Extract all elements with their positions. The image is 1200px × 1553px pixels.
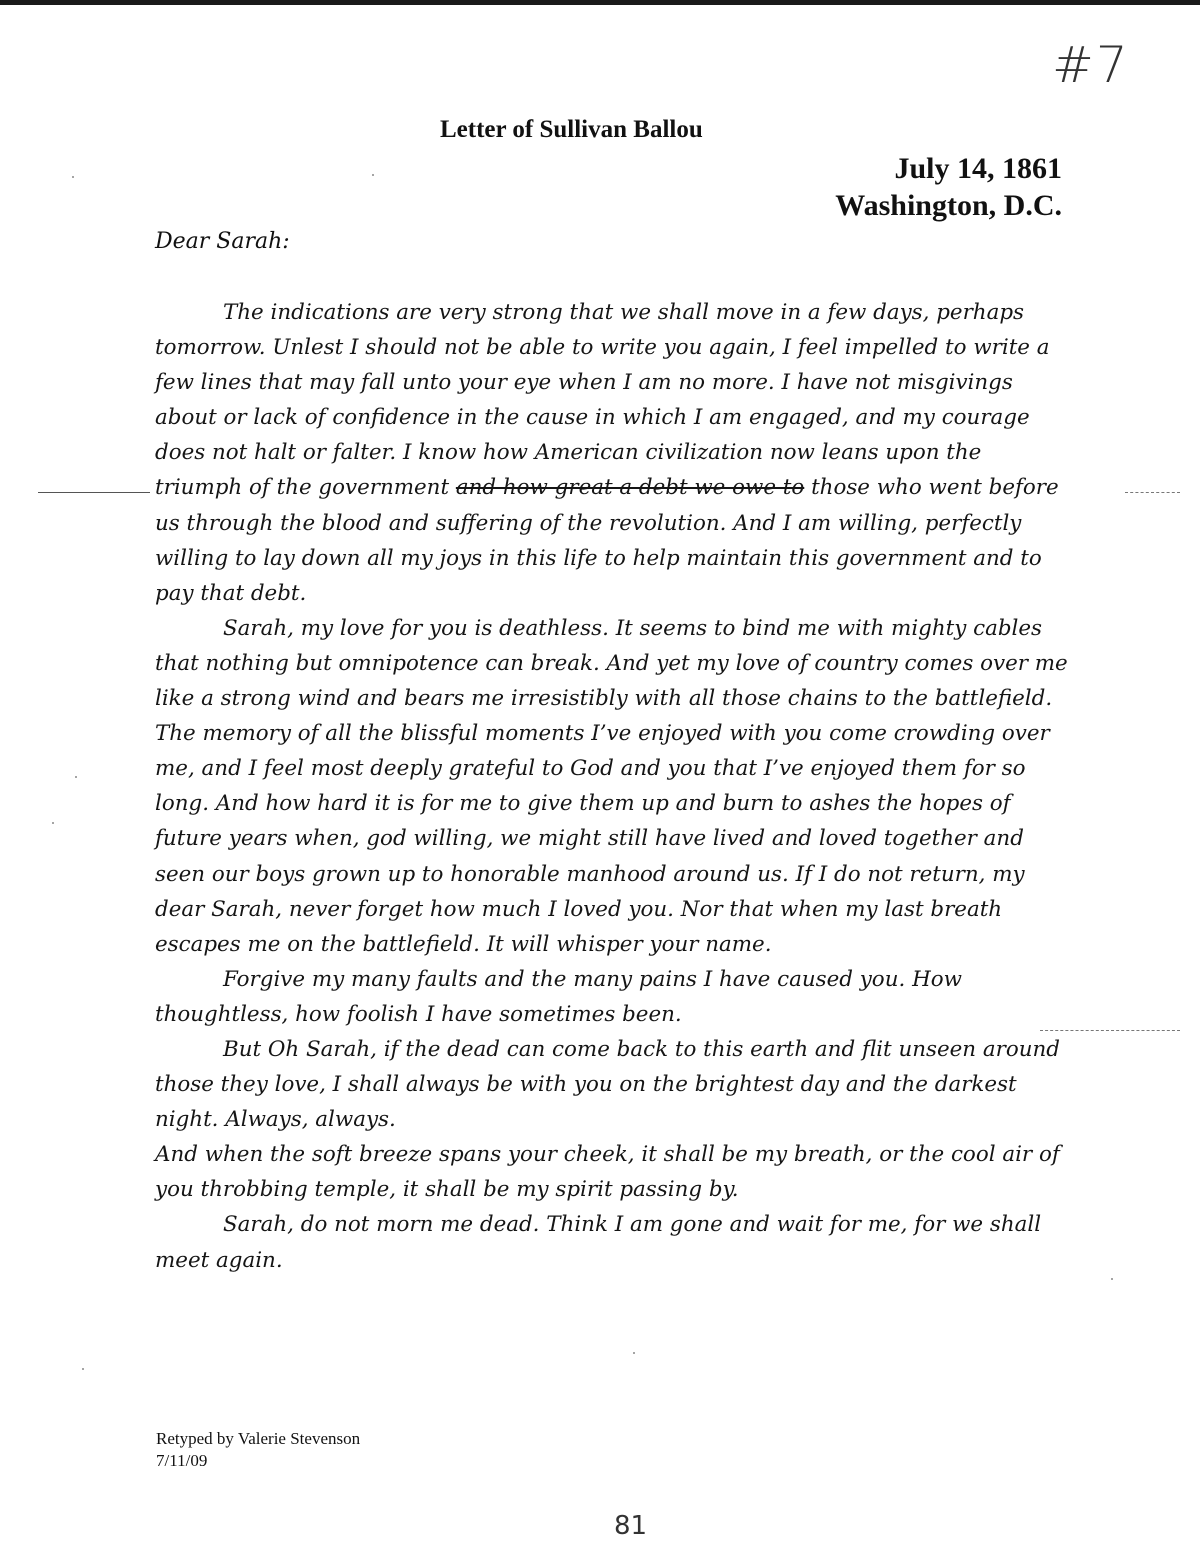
letter-body [155,295,1070,1278]
letter-date: July 14, 1861 [894,152,1062,185]
scan-top-border [0,0,1200,5]
scan-speck [52,822,54,824]
scan-speck [75,776,77,778]
page-number: 81 [614,1511,648,1541]
corner-mark: #7 [1052,36,1130,94]
struck-text: and how great a debt we owe to [455,475,805,501]
retyped-date: 7/11/09 [156,1451,208,1470]
footer [156,1428,360,1472]
scan-speck [72,176,74,178]
paragraph-5: And when the soft breeze spans your cheek, it shall be my breath, or the cool air of you throbbing temple, it shall be my spirit passing by. [155,1142,1060,1203]
paragraph-2: Sarah, my love for you is deathless. It seems to bind me with mighty cables that nothing but omnipotence can break. And yet my love of country comes over me like a strong wind and bears me irresistibly with all those chains to the battlefield. The memory of all the blissful moments I’ve enjoyed with you come crowding over me, and I feel most deeply grateful to God and you that I’ve enjoyed them for so long. And how hard it is for me to give them up and burn to ashes the hopes of future years when, god willing, we might still have lived and loved together and seen our boys grown up to honorable manhood around us. If I do not return, my dear Sarah, never forget how much I loved you. Nor that when my last breath escapes me on the battlefield. It will whisper your name. [155,615,1068,957]
paragraph-4: But Oh Sarah, if the dead can come back to this earth and flit unseen around those they love, I shall always be with you on the brightest day and the darkest night. Always, always. [155,1036,1060,1133]
scan-speck [633,1352,635,1354]
dateline [835,150,1062,224]
paragraph-1 [155,295,1070,611]
paragraph-1-text-b: those who went before us through the blood and suffering of the revolution. And I am willing, perfectly willing to lay down all my joys in this life to help maintain this government and to pay that debt. [155,475,1059,606]
paragraph-6: Sarah, do not morn me dead. Think I am gone and wait for me, for we shall meet again. [155,1212,1042,1273]
scan-speck [82,1368,84,1370]
retyped-by: Retyped by Valerie Stevenson [156,1429,361,1448]
scan-speck [1111,1278,1113,1280]
scan-artifact-line [38,492,150,493]
letter-place: Washington, D.C. [835,189,1062,222]
scan-artifact-dash [1125,492,1180,494]
salutation: Dear Sarah: [155,229,290,254]
paragraph-3: Forgive my many faults and the many pains I have caused you. How thoughtless, how foolish I have sometimes been. [155,966,962,1027]
scan-speck [372,174,374,176]
letter-title: Letter of Sullivan Ballou [440,116,703,143]
paragraph-1-text-a: The indications are very strong that we shall move in a few days, perhaps tomorrow. Unlest I should not be able to write you again, I feel impelled to write a few lines that may fall unto your eye when I am no more. I have not misgivings about or lack of confidence in the cause in which I am engaged, and my courage does not halt or falter. I know how American civilization now leans upon the triumph of the government [155,300,1050,501]
